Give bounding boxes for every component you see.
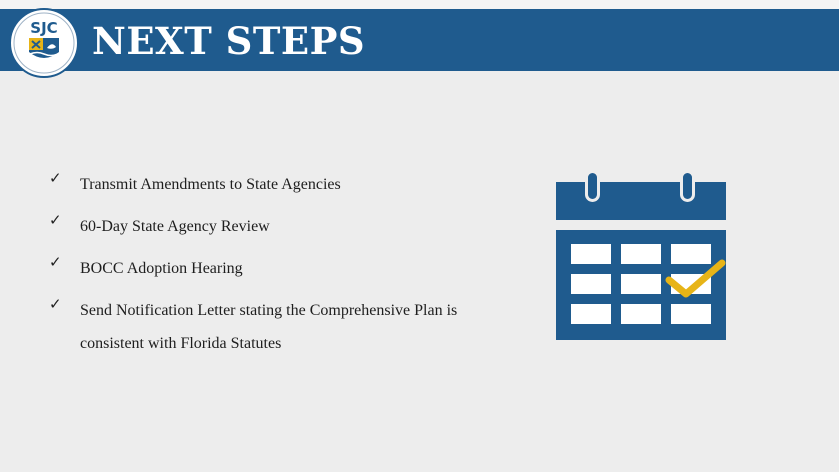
check-icon: ✓ [49, 295, 62, 313]
logo-text: SJC [30, 19, 58, 37]
step-text: BOCC Adoption Hearing [80, 260, 243, 277]
step-text: 60-Day State Agency Review [80, 218, 270, 235]
step-text: Send Notification Letter stating the Comprehensive Plan is consistent with Florida Statutes [80, 302, 458, 352]
check-icon: ✓ [49, 253, 62, 271]
check-icon: ✓ [49, 169, 62, 187]
calendar-check-icon [552, 168, 732, 344]
step-text: Transmit Amendments to State Agencies [80, 176, 341, 193]
top-strip [0, 0, 839, 9]
check-icon: ✓ [49, 211, 62, 229]
sjc-logo [9, 8, 79, 78]
page-title: NEXT STEPS [92, 19, 366, 63]
